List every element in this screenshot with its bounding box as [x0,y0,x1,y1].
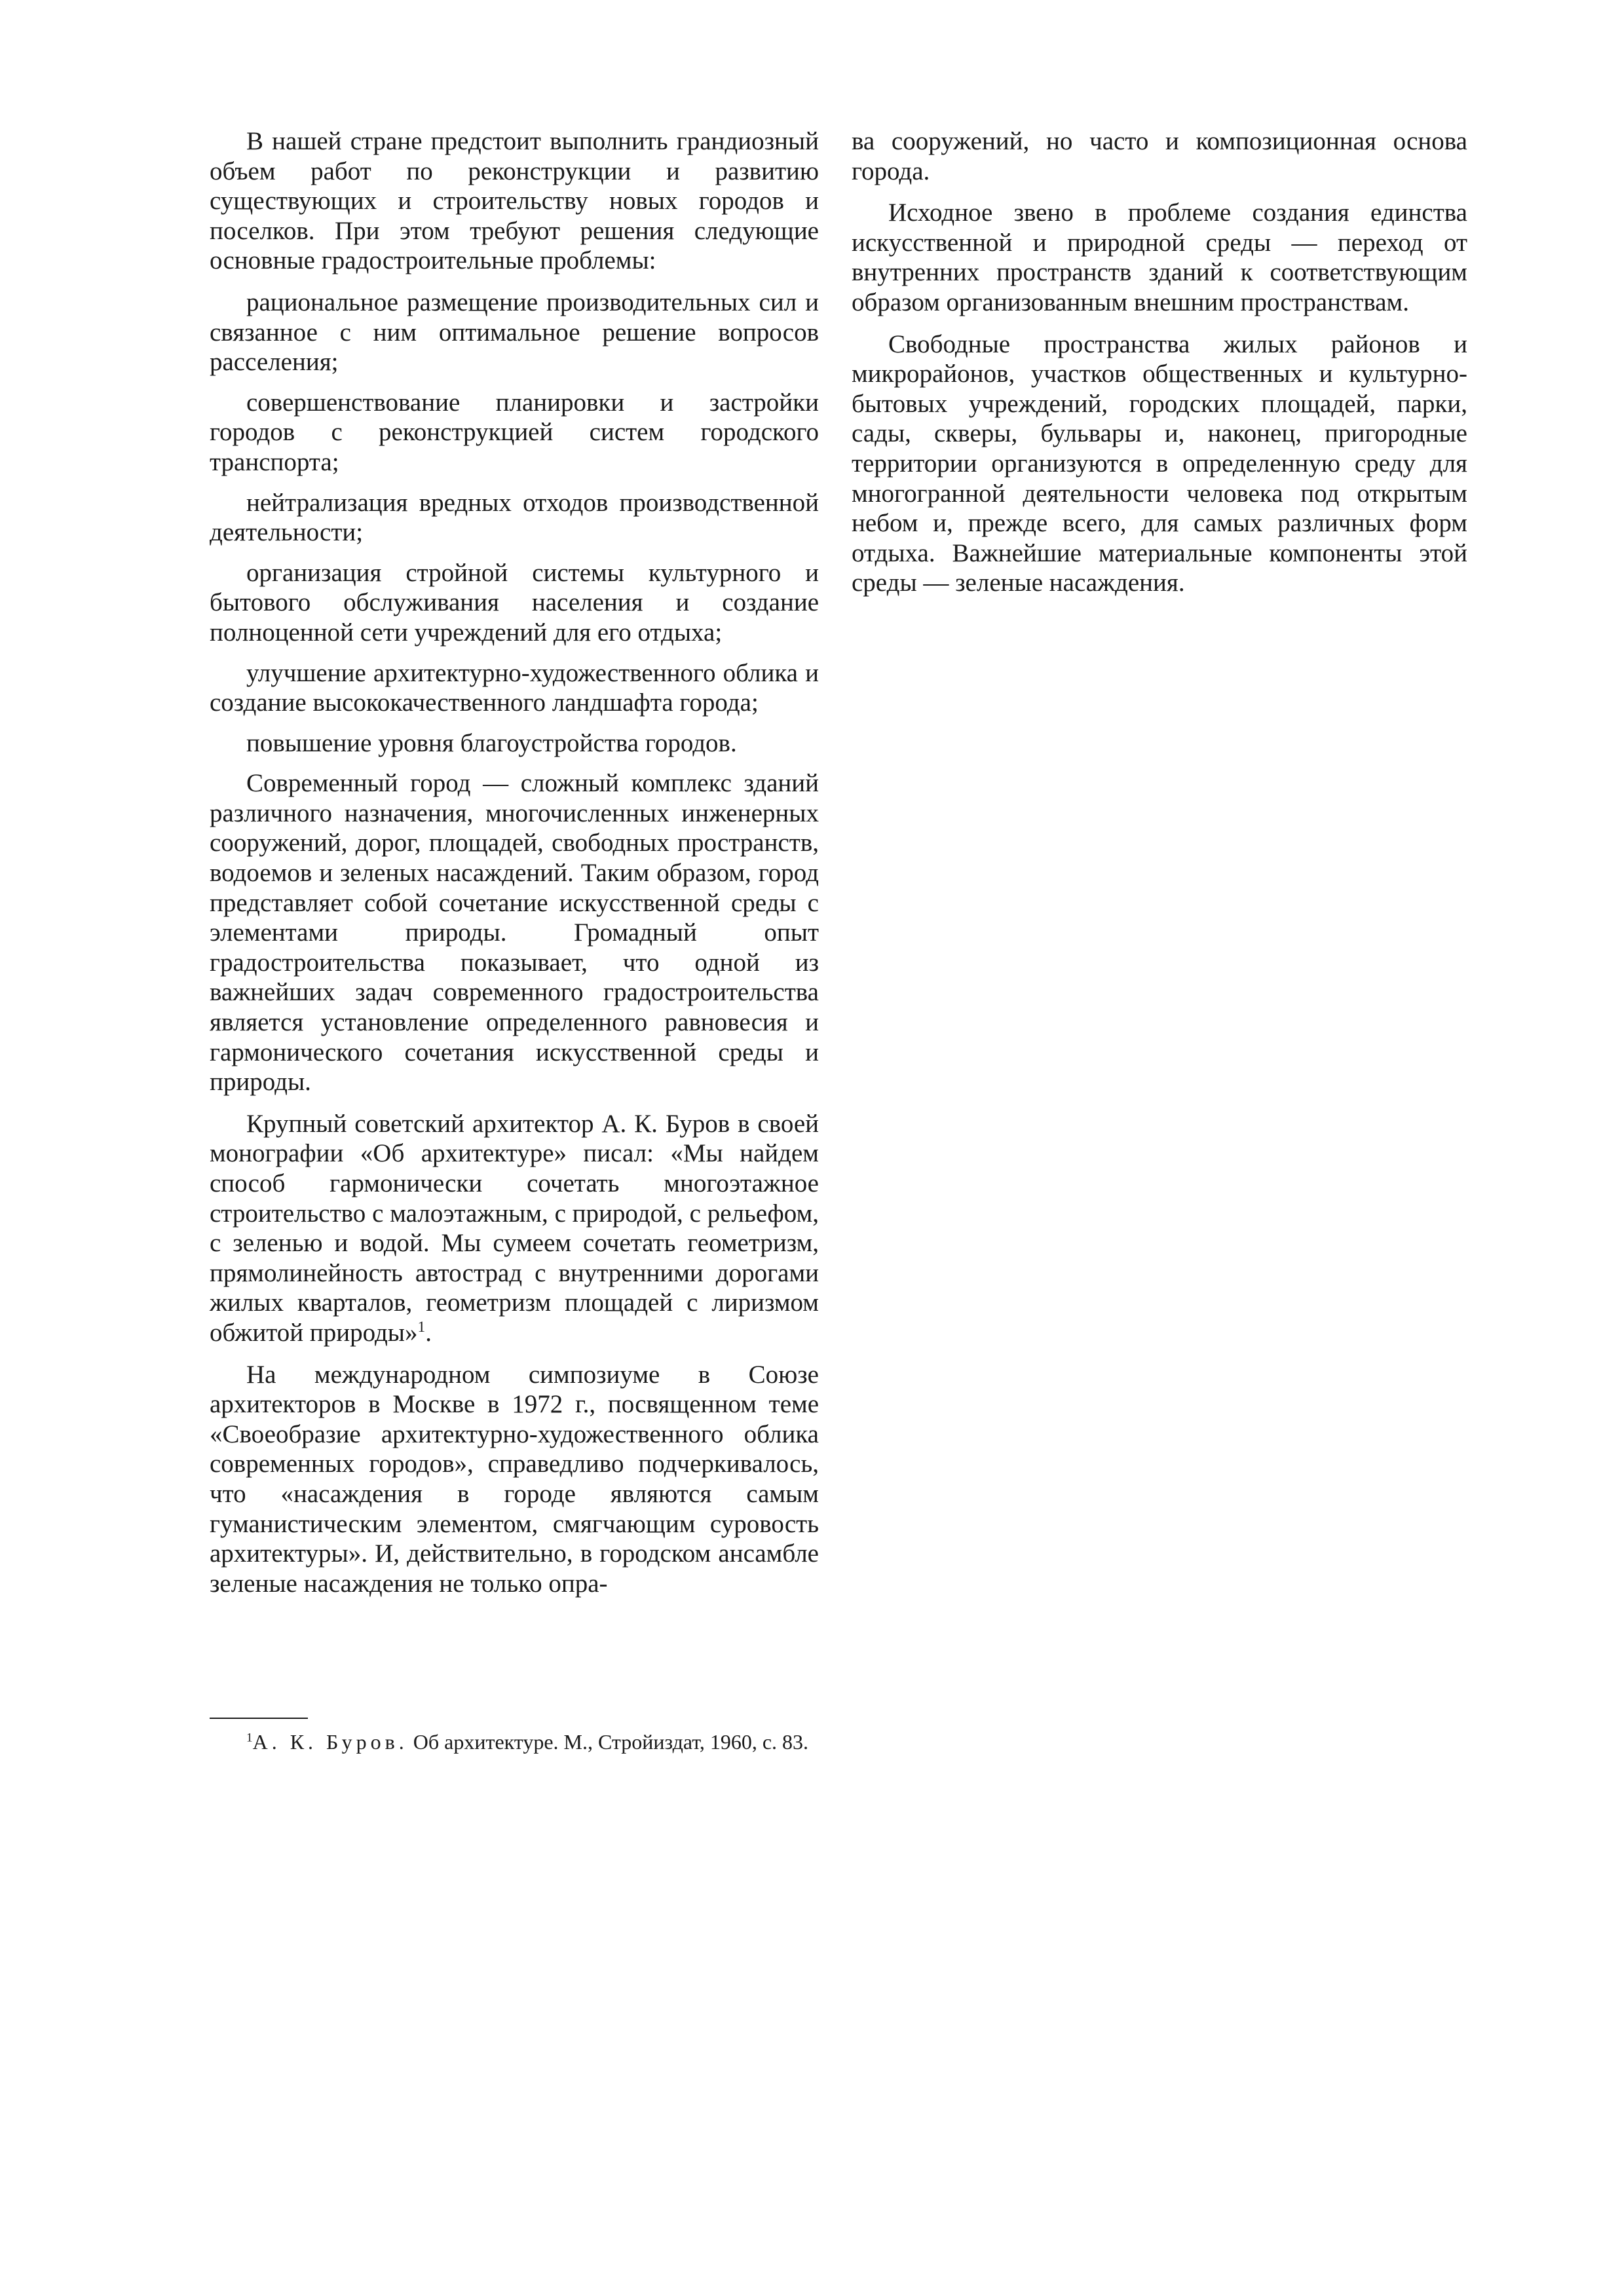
list-item: рациональное размещение производительных сил и связанное с ним оптимальное решение вопросов расселения; [210,288,819,377]
footnote-divider [210,1718,308,1719]
footnote-author: А. К. Буров. [252,1730,408,1754]
burov-quote-text: Крупный советский архитектор А. К. Буров в своей монографии «Об архитектуре» писал: «Мы найдем способ гармонически сочетать многоэтажное строительство с малоэтажным, с природой, с рельефом, с зеленью и водой. Мы сумеем сочетать геометризм, прямолинейность автострад с внутренними дорогами жилых кварталов, геометризм площадей с лиризмом обжитой природы» [210,1109,819,1347]
symposium-paragraph: На международном симпозиуме в Союзе архитекторов в Москве в 1972 г., посвященном теме «Своеобразие архитектурно-художественного облика современных городов», справедливо подчеркивалось, что «насаждения в городе являются самым гуманистическим элементом, смягчающим суровость архитектуры». И, действительно, в городском ансамбле зеленые насаждения не только опра- [210,1360,819,1598]
list-item: повышение уровня благоустройства городов. [246,728,737,757]
footnote [210,1729,819,1754]
list-item: нейтрализация вредных отходов производственной деятельности; [210,488,819,547]
intro-paragraph: В нашей стране предстоит выполнить грандиозный объем работ по реконструкции и развитию существующих и строительству новых городов и поселков. При этом требуют решения следующие основные градостроительные проблемы: [210,127,819,275]
footnote-text: Об архитектуре. М., Стройиздат, 1960, с. 83. [407,1730,809,1754]
burov-quote-paragraph [210,1109,819,1348]
list-item: улучшение архитектурно-художественного облика и создание высококачественного ландшафта города; [210,658,819,717]
unity-paragraph: Исходное звено в проблеме создания единства искусственной и природной среды — переход от внутренних пространств зданий к соответствующим образом организованным внешним пространствам. [852,198,1467,316]
list-item: организация стройной системы культурного и бытового обслуживания населения и создание полноценной сети учреждений для его отдыха; [210,558,819,647]
footnote-reference: 1 [417,1318,426,1336]
footnote-marker: 1 [246,1731,253,1745]
continuation-paragraph: ва сооружений, но часто и композиционная основа города. [852,127,1467,185]
list-item: совершенствование планировки и застройки городов с реконструкцией систем городского транспорта; [210,388,819,476]
right-column [852,126,1467,610]
left-column [210,126,819,1610]
modern-city-paragraph: Современный город — сложный комплекс зданий различного назначения, многочисленных инженерных сооружений, дорог, площадей, свободных пространств, водоемов и зеленых насаждений. Таким образом, город представляет собой сочетание искусственной среды с элементами природы. Громадный опыт градостроительства показывает, что одной из важнейших задач современного градостроительства является установление определенного равновесия и гармонического сочетания искусственной среды и природы. [210,769,819,1097]
free-spaces-paragraph: Свободные пространства жилых районов и микрорайонов, участков общественных и культурно-бытовых учреждений, городских площадей, парки, сады, скверы, бульвары и, наконец, пригородные территории организуются в определенную среду для многогранной деятельности человека под открытым небом и, прежде всего, для самых различных форм отдыха. Важнейшие материальные компоненты этой среды — зеленые насаждения. [852,329,1467,597]
burov-quote-period: . [425,1318,432,1347]
